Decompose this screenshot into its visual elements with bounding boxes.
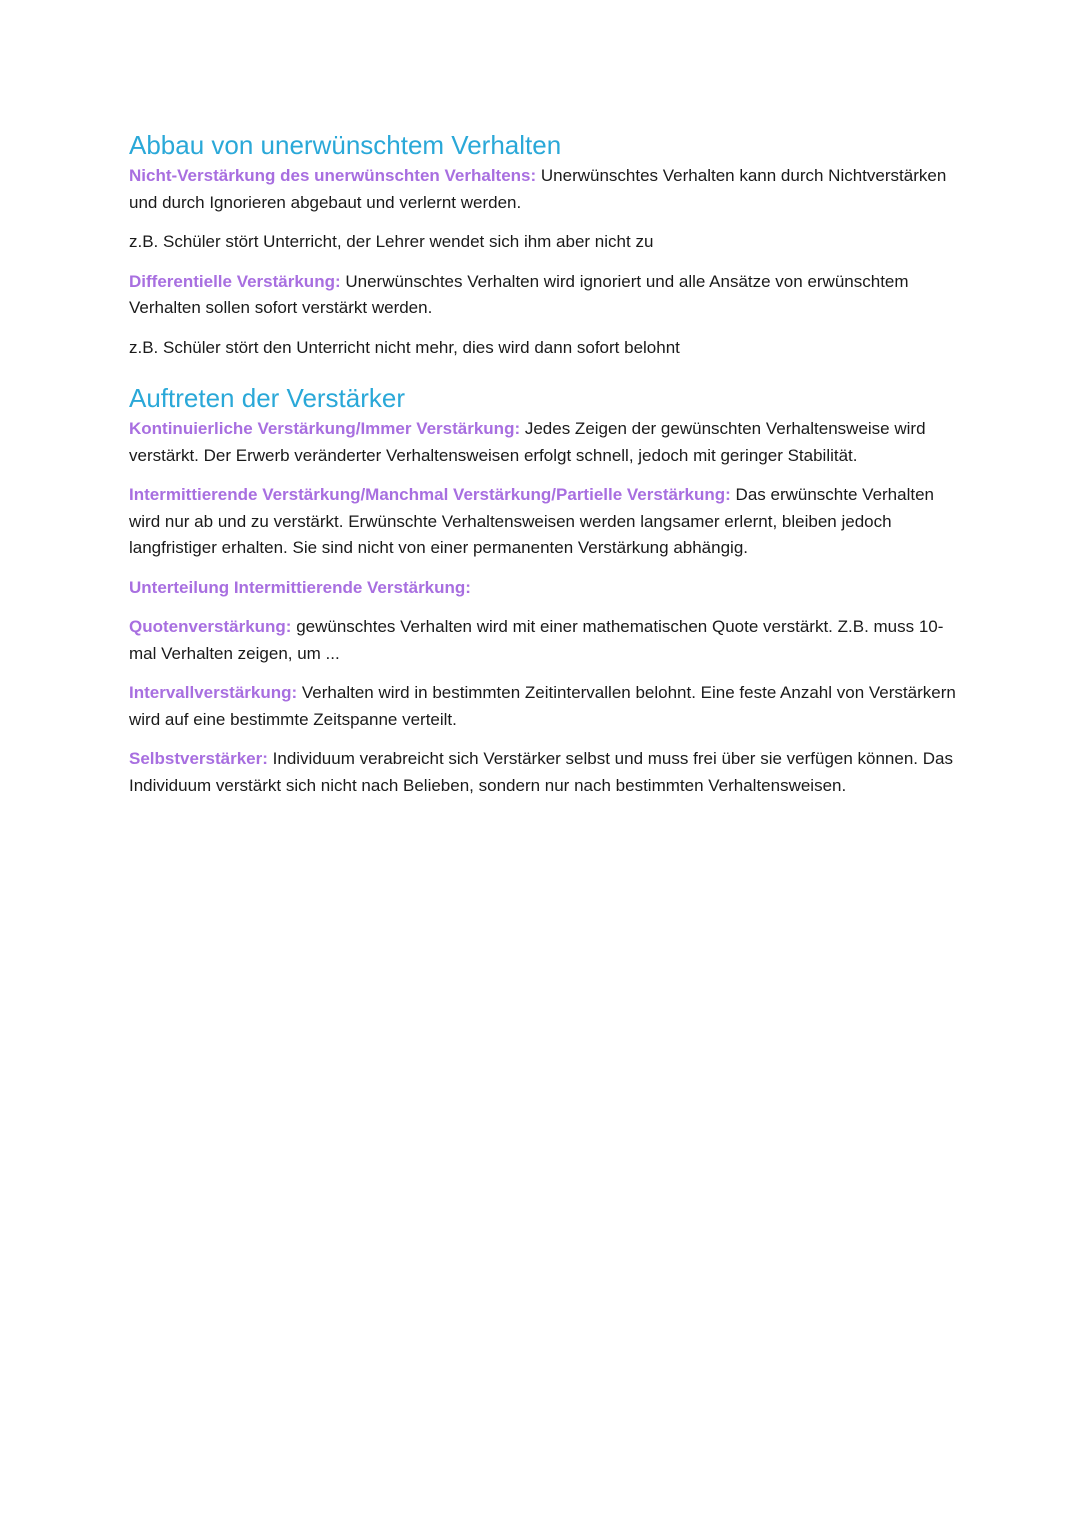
section-heading-auftreten: Auftreten der Verstärker <box>129 383 406 413</box>
paragraph-intervallverstaerkung <box>129 680 959 733</box>
paragraph-text: Jedes Zeigen der gewünschten Verhaltensweise wird verstärkt. Der Erwerb veränderter Verhaltensweisen erfolgt schnell, jedoch mit geringer Stabilität. <box>129 419 926 465</box>
paragraph-text: Verhalten wird in bestimmten Zeitintervallen belohnt. Eine feste Anzahl von Verstärkern wird auf eine bestimmte Zeitspanne verteilt. <box>129 683 956 729</box>
paragraph-example-2 <box>129 335 959 362</box>
paragraph-text: z.B. Schüler stört Unterricht, der Lehrer wendet sich ihm aber nicht zu <box>129 232 654 251</box>
paragraph-text: gewünschtes Verhalten wird mit einer mathematischen Quote verstärkt. Z.B. muss 10-mal Verhalten zeigen, um ... <box>129 617 944 663</box>
paragraph-text: Unerwünschtes Verhalten wird ignoriert und alle Ansätze von erwünschtem Verhalten sollen sofort verstärkt werden. <box>129 271 909 317</box>
paragraph-text: z.B. Schüler stört den Unterricht nicht mehr, dies wird dann sofort belohnt <box>129 337 680 357</box>
paragraph-differentielle-verstaerkung <box>129 269 959 322</box>
term-label: Differentielle Verstärkung: <box>129 271 341 291</box>
term-label: Nicht-Verstärkung des unerwünschten Verhaltens: <box>129 166 537 185</box>
paragraph-text: Individuum verabreicht sich Verstärker selbst und muss frei über sie verfügen können. Das Individuum verstärkt sich nicht nach Belieben, sondern nur nach bestimmten Verhaltensweisen. <box>129 749 953 795</box>
term-label: Unterteilung Intermittierende Verstärkung: <box>129 577 471 597</box>
term-label: Intervallverstärkung: <box>129 683 298 702</box>
paragraph-intermittierende-verstaerkung <box>129 482 959 562</box>
paragraph-quotenverstaerkung <box>129 614 959 667</box>
paragraph-kontinuierliche-verstaerkung <box>129 416 959 469</box>
paragraph-text: Das erwünschte Verhalten wird nur ab und zu verstärkt. Erwünschte Verhaltensweisen werden langsamer erlernt, bleiben jedoch langfristiger erhalten. Sie sind nicht von einer permanenten Verstärkung abhängig. <box>129 485 934 557</box>
term-label: Quotenverstärkung: <box>129 617 292 636</box>
paragraph-example-1 <box>129 229 959 256</box>
document-content <box>129 128 959 799</box>
paragraph-unterteilung <box>129 575 959 602</box>
paragraph-selbstverstaerker <box>129 746 959 799</box>
section-heading-abbau: Abbau von unerwünschtem Verhalten <box>129 130 562 160</box>
term-label: Selbstverstärker: <box>129 749 268 768</box>
term-label: Intermittierende Verstärkung/Manchmal Verstärkung/Partielle Verstärkung: <box>129 485 731 504</box>
paragraph-text: Unerwünschtes Verhalten kann durch Nichtverstärken und durch Ignorieren abgebaut und verlernt werden. <box>129 166 947 212</box>
paragraph-nicht-verstaerkung <box>129 163 959 216</box>
term-label: Kontinuierliche Verstärkung/Immer Verstärkung: <box>129 419 521 438</box>
